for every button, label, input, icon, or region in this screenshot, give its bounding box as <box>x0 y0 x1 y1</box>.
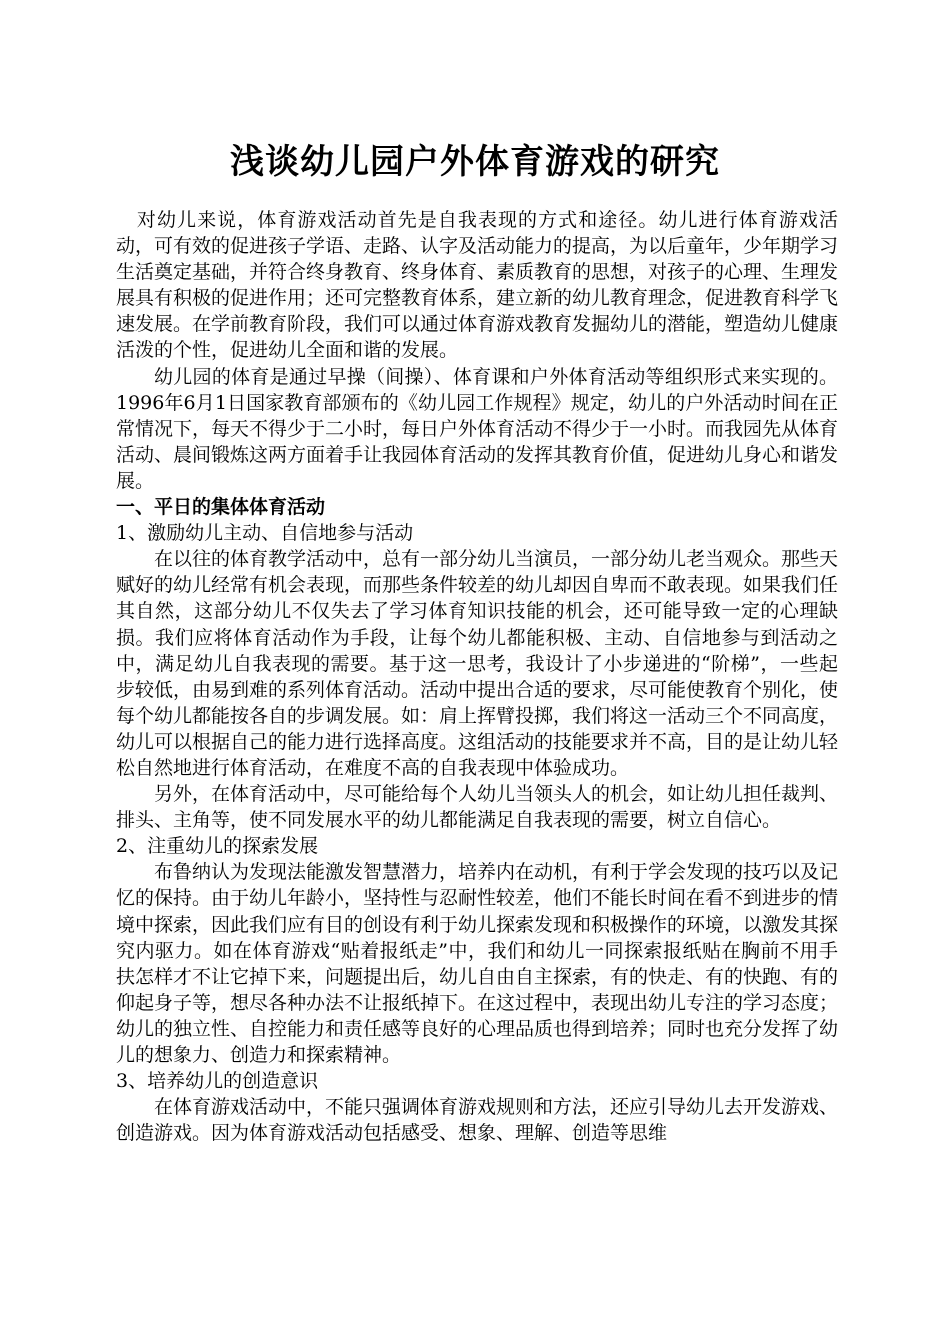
paragraph-discovery-method: 布鲁纳认为发现法能激发智慧潜力，培养内在动机，有利于学会发现的技巧以及记忆的保持。由于幼儿年龄小，坚持性与忍耐性较差，他们不能长时间在看不到进步的情境中探索，因此我们应有目的创设有利于幼儿探索发现和积极操作的环境，以激发其探究内驱力。如在体育游戏“贴着报纸走”中，我们和幼儿一同探索报纸贴在胸前不用手扶怎样才不让它掉下来，问题提出后，幼儿自由自主探索，有的快走、有的快跑、有的仰起身子等，想尽各种办法不让报纸掉下。在这过程中，表现出幼儿专注的学习态度；幼儿的独立性、自控能力和责任感等良好的心理品质也得到培养；同时也充分发挥了幼儿的想象力、创造力和探索精神。 <box>116 861 839 1066</box>
paragraph-intro: 对幼儿来说，体育游戏活动首先是自我表现的方式和途径。幼儿进行体育游戏活动，可有效的促进孩子学语、走路、认字及活动能力的提高，为以后童年，少年期学习生活奠定基础，并符合终身教育、终身体育、素质教育的思想，对孩子的心理、生理发展具有积极的促进作用；还可完整教育体系，建立新的幼儿教育理念，促进教育科学飞速发展。在学前教育阶段，我们可以通过体育游戏教育发掘幼儿的潜能，塑造幼儿健康活泼的个性，促进幼儿全面和谐的发展。 <box>116 209 839 362</box>
section-heading-collective-pe: 一、平日的集体体育活动 <box>116 496 326 519</box>
paragraph-leader-opportunity: 另外，在体育活动中，尽可能给每个人幼儿当领头人的机会，如让幼儿担任裁判、排头、主角等，使不同发展水平的幼儿都能满足自我表现的需要，树立自信心。 <box>116 783 839 832</box>
document-title: 浅谈幼儿园户外体育游戏的研究 <box>230 142 720 182</box>
subheading-creativity: 3、培养幼儿的创造意识 <box>116 1070 319 1093</box>
document-body <box>116 207 838 1146</box>
paragraph-kindergarten-pe: 幼儿园的体育是通过早操（间操）、体育课和户外体育活动等组织形式来实现的。1996年6月1日国家教育部颁布的《幼儿园工作规程》规定，幼儿的户外活动时间在正常情况下，每天不得少于二小时，每日户外体育活动不得少于一小时。而我园先从体育活动、晨间锻炼这两方面着手让我园体育活动的发挥其教育价值，促进幼儿身心和谐发展。 <box>116 365 839 492</box>
paragraph-step-activities: 在以往的体育教学活动中，总有一部分幼儿当演员，一部分幼儿老当观众。那些天赋好的幼儿经常有机会表现，而那些条件较差的幼儿却因自卑而不敢表现。如果我们任其自然，这部分幼儿不仅失去了学习体育知识技能的机会，还可能导致一定的心理缺损。我们应将体育活动作为手段，让每个幼儿都能积极、主动、自信地参与到活动之中，满足幼儿自我表现的需要。基于这一思考，我设计了小步递进的“阶梯”，一些起步较低，由易到难的系列体育活动。活动中提出合适的要求，尽可能使教育个别化，使每个幼儿都能按各自的步调发展。如：肩上挥臂投掷，我们将这一活动三个不同高度，幼儿可以根据自己的能力进行选择高度。这组活动的技能要求并不高，目的是让幼儿轻松自然地进行体育活动，在难度不高的自我表现中体验成功。 <box>116 548 839 779</box>
paragraph-create-games: 在体育游戏活动中，不能只强调体育游戏规则和方法，还应引导幼儿去开发游戏、创造游戏。因为体育游戏活动包括感受、想象、理解、创造等思维 <box>116 1096 839 1145</box>
subheading-encourage-initiative: 1、激励幼儿主动、自信地参与活动 <box>116 522 414 545</box>
subheading-exploration: 2、注重幼儿的探索发展 <box>116 835 319 858</box>
